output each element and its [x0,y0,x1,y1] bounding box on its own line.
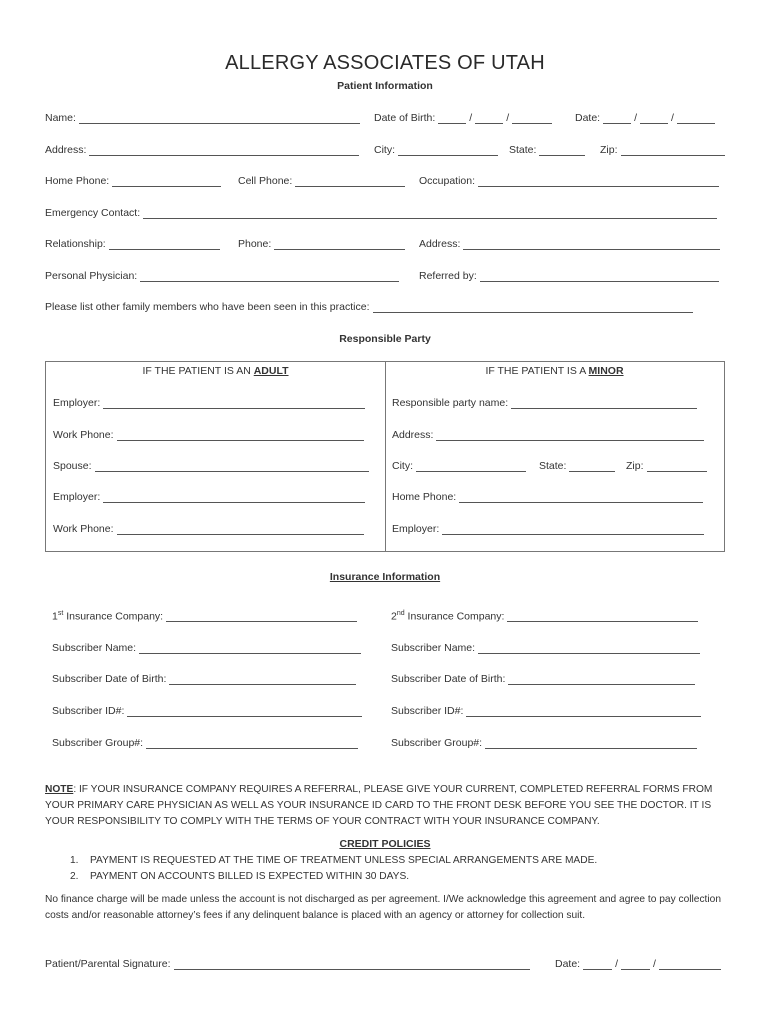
first-ordinal-suffix: st [57,609,64,617]
adult-employer-label: Employer: [53,397,101,409]
minor-address-row [392,427,704,441]
address-label: Address: [45,144,87,156]
minor-city-label: City: [392,460,413,472]
occupation-row [419,173,719,187]
adult-spouse-label: Spouse: [53,460,92,472]
personal-physician-row [45,268,399,282]
signature-date-label: Date: [555,958,581,970]
finance-agreement-text: No finance charge will be made unless the account is not discharged as per agreement. I/We acknowledge this agreement and agree to pay collection costs and/or reasonable attorney’s fees if any delinquent balance is placed with an agency or attorney for collection suit. [45,894,721,921]
first-company-text: Insurance Company: [63,610,164,622]
signature-date-day-line[interactable] [621,959,650,970]
first-insurance-company-label [52,610,163,623]
minor-employer-label: Employer: [392,523,440,535]
adult-spouse-employer-input-line[interactable] [103,492,365,503]
first-subscriber-id-label: Subscriber ID#: [52,705,125,717]
first-subscriber-id-input-line[interactable] [127,706,362,717]
first-insurance-company-row [52,608,357,622]
date-day-line[interactable] [640,113,668,124]
first-subscriber-group-label: Subscriber Group#: [52,737,144,749]
date-slash: / [671,112,674,124]
first-subscriber-name-label: Subscriber Name: [52,642,137,654]
dob-slash: / [506,112,510,124]
responsible-party-divider [385,362,386,551]
second-ordinal-number: 2 [391,610,397,622]
emergency-address-row [419,236,720,250]
second-ordinal-suffix: nd [396,609,405,617]
minor-zip-label: Zip: [626,460,644,472]
adult-employer-row [53,395,365,409]
adult-work-phone-label: Work Phone: [53,429,114,441]
city-label: City: [374,144,395,156]
minor-zip-row [626,458,707,472]
signature-label: Patient/Parental Signature: [45,958,171,970]
credit-policy-text: PAYMENT IS REQUESTED AT THE TIME OF TREATMENT UNLESS SPECIAL ARRANGEMENTS ARE MADE. [90,855,598,866]
relationship-input-line[interactable] [109,239,220,250]
first-subscriber-dob-input-line[interactable] [169,674,356,685]
first-subscriber-name-row [52,640,361,654]
family-members-label: Please list other family members who have been seen in this practice: [45,301,370,313]
credit-policy-number: 1. [70,855,79,866]
emergency-contact-label: Emergency Contact: [45,207,141,219]
personal-physician-label: Personal Physician: [45,270,138,282]
adult-column-heading [46,365,385,377]
minor-city-input-line[interactable] [416,461,526,472]
minor-state-row [539,458,615,472]
dob-day-line[interactable] [475,113,503,124]
occupation-label: Occupation: [419,175,476,187]
cell-phone-row [238,173,405,187]
city-row [374,142,498,156]
referred-by-input-line[interactable] [480,271,719,282]
date-label: Date: [575,112,601,124]
zip-label: Zip: [600,144,618,156]
adult-spouse-work-phone-label: Work Phone: [53,523,114,535]
name-input-line[interactable] [79,113,360,124]
signature-date-row [555,956,721,970]
credit-policy-item [70,853,597,869]
second-subscriber-id-row [391,703,701,717]
credit-policy-item [70,869,597,885]
minor-home-phone-input-line[interactable] [459,492,703,503]
dob-year-line[interactable] [512,113,552,124]
minor-state-input-line[interactable] [569,461,615,472]
credit-policies-heading: CREDIT POLICIES [339,838,431,850]
minor-responsible-name-row [392,395,697,409]
first-subscriber-dob-row [52,671,356,685]
second-insurance-company-label [391,610,504,623]
second-subscriber-name-input-line[interactable] [478,643,700,654]
date-row [575,110,715,124]
phone-input-line[interactable] [274,239,405,250]
family-members-input-line[interactable] [373,302,693,313]
dob-month-line[interactable] [438,113,466,124]
phone-row [238,236,405,250]
home-phone-row [45,173,221,187]
adult-heading-prefix: IF THE PATIENT IS AN [142,365,254,377]
address-row [45,142,359,156]
second-subscriber-dob-row [391,671,695,685]
relationship-label: Relationship: [45,238,106,250]
state-row [509,142,585,156]
address-input-line[interactable] [89,145,359,156]
first-subscriber-group-input-line[interactable] [146,738,358,749]
form-title: ALLERGY ASSOCIATES OF UTAH [225,52,545,74]
dob-slash: / [469,112,473,124]
minor-heading-prefix: IF THE PATIENT IS A [485,365,589,377]
second-subscriber-group-input-line[interactable] [485,738,697,749]
first-ordinal-number: 1 [52,610,58,622]
first-subscriber-group-row [52,735,358,749]
adult-spouse-employer-label: Employer: [53,491,101,503]
second-subscriber-dob-input-line[interactable] [508,674,695,685]
minor-zip-input-line[interactable] [647,461,707,472]
minor-address-input-line[interactable] [436,430,704,441]
cell-phone-input-line[interactable] [295,176,405,187]
cell-phone-label: Cell Phone: [238,175,293,187]
home-phone-label: Home Phone: [45,175,110,187]
state-input-line[interactable] [539,145,585,156]
occupation-input-line[interactable] [478,176,719,187]
adult-heading-word: ADULT [253,365,289,377]
second-subscriber-group-label: Subscriber Group#: [391,737,483,749]
signature-date-year-line[interactable] [659,959,721,970]
emergency-address-input-line[interactable] [463,239,720,250]
state-label: State: [509,144,537,156]
date-slash: / [634,112,638,124]
minor-employer-row [392,521,704,535]
name-row [45,110,360,124]
first-insurance-company-input-line[interactable] [166,611,357,622]
second-insurance-company-row [391,608,698,622]
referral-note [45,782,735,830]
note-label: NOTE [45,784,74,795]
minor-heading-word: MINOR [588,365,624,377]
second-subscriber-name-row [391,640,700,654]
adult-employer-input-line[interactable] [103,398,365,409]
signature-date-slash: / [653,958,656,970]
personal-physician-input-line[interactable] [140,271,399,282]
relationship-row [45,236,220,250]
note-text: : IF YOUR INSURANCE COMPANY REQUIRES A REFERRAL, PLEASE GIVE YOUR CURRENT, COMPLETED REFERRAL FORMS FROM YOUR PRIMARY CARE PHYSICIAN AS WELL AS YOUR INSURANCE ID CARD TO THE FRONT DESK BEFORE YOU SEE THE DOCTOR. IT IS YOUR RESPONSIBILITY TO COMPLY WITH THE TERMS OF YOUR CONTRACT WITH YOUR INSURANCE COMPANY. [45,784,713,827]
signature-date-month-line[interactable] [583,959,612,970]
second-subscriber-dob-label: Subscriber Date of Birth: [391,673,506,685]
phone-label: Phone: [238,238,272,250]
minor-home-phone-label: Home Phone: [392,491,457,503]
referred-by-row [419,268,719,282]
signature-date-slash: / [615,958,619,970]
first-subscriber-name-input-line[interactable] [139,643,361,654]
emergency-contact-row [45,205,717,219]
insurance-information-heading: Insurance Information [329,571,441,583]
adult-work-phone-input-line[interactable] [117,430,364,441]
credit-policies-list [70,853,597,885]
minor-employer-input-line[interactable] [442,524,704,535]
minor-state-label: State: [539,460,567,472]
second-insurance-company-input-line[interactable] [507,611,698,622]
adult-spouse-input-line[interactable] [95,461,369,472]
minor-column-heading [385,365,724,377]
emergency-address-label: Address: [419,238,461,250]
second-subscriber-name-label: Subscriber Name: [391,642,476,654]
signature-row [45,956,530,970]
first-subscriber-dob-label: Subscriber Date of Birth: [52,673,167,685]
credit-policy-text: PAYMENT ON ACCOUNTS BILLED IS EXPECTED WITHIN 30 DAYS. [90,871,410,882]
home-phone-input-line[interactable] [112,176,221,187]
second-company-text: Insurance Company: [404,610,505,622]
signature-input-line[interactable] [174,959,530,970]
date-year-line[interactable] [677,113,715,124]
adult-work-phone-row [53,427,364,441]
minor-city-row [392,458,526,472]
zip-row [600,142,725,156]
second-subscriber-group-row [391,735,697,749]
name-label: Name: [45,112,76,124]
credit-policy-number: 2. [70,871,79,882]
second-subscriber-id-input-line[interactable] [466,706,701,717]
patient-information-heading: Patient Information [337,80,433,92]
responsible-party-heading: Responsible Party [339,333,431,345]
adult-spouse-work-phone-input-line[interactable] [117,524,364,535]
minor-responsible-name-label: Responsible party name: [392,397,509,409]
dob-label: Date of Birth: [374,112,436,124]
zip-input-line[interactable] [621,145,725,156]
minor-home-phone-row [392,489,703,503]
date-month-line[interactable] [603,113,631,124]
minor-address-label: Address: [392,429,434,441]
city-input-line[interactable] [398,145,498,156]
dob-row [374,110,552,124]
adult-spouse-row [53,458,369,472]
first-subscriber-id-row [52,703,362,717]
emergency-contact-input-line[interactable] [143,208,717,219]
referred-by-label: Referred by: [419,270,477,282]
adult-spouse-work-phone-row [53,521,364,535]
adult-spouse-employer-row [53,489,365,503]
second-subscriber-id-label: Subscriber ID#: [391,705,464,717]
minor-responsible-name-input-line[interactable] [511,398,697,409]
family-members-row [45,299,693,313]
